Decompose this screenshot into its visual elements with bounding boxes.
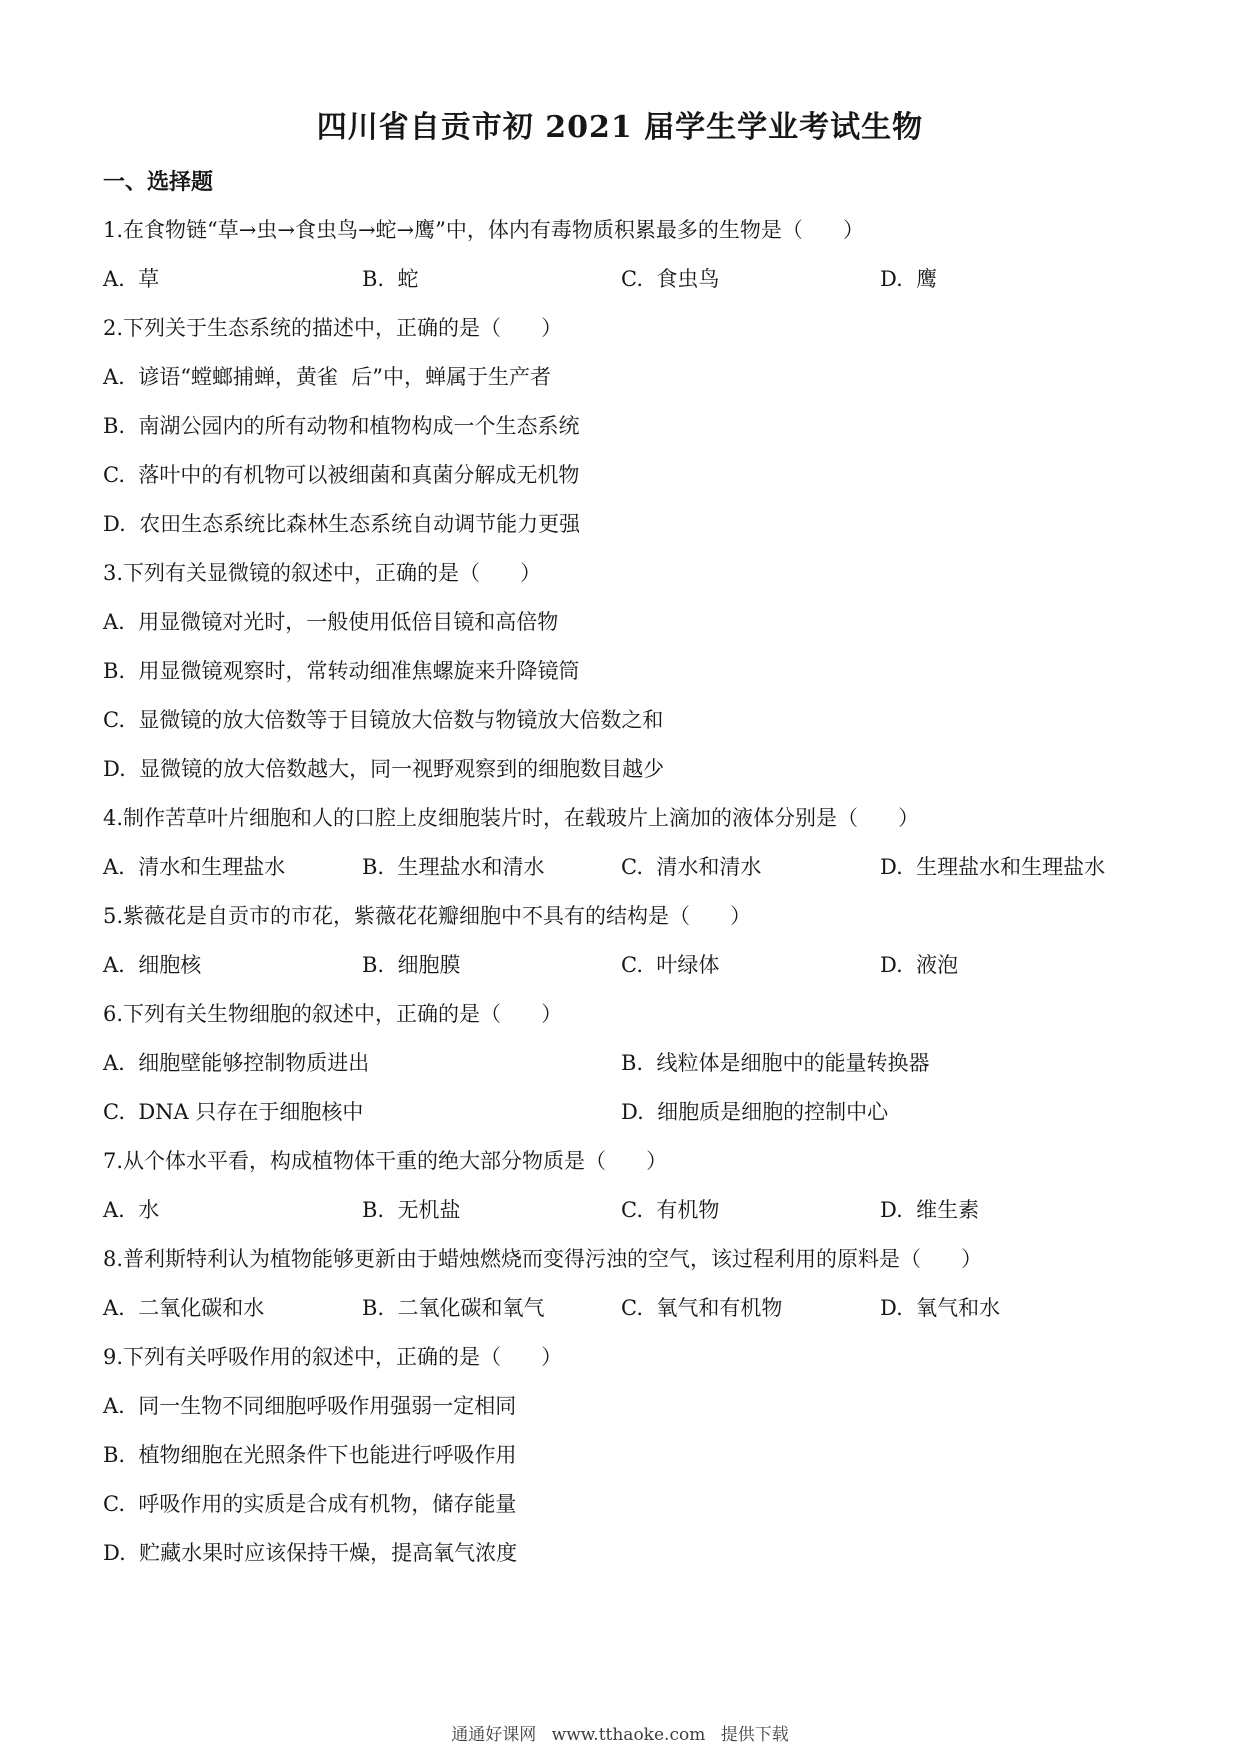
question-2 (103, 304, 1143, 549)
page-title: 四川省自贡市初 2021 届学生学业考试生物 (316, 110, 924, 145)
question-1-option-c: C. 食虫鸟 (621, 267, 720, 291)
question-6-option-d: D. 细胞质是细胞的控制中心 (621, 1100, 889, 1124)
question-8-option-b: B. 二氧化碳和氧气 (362, 1296, 545, 1320)
question-4-options-row (103, 843, 1143, 892)
question-5-options-row (103, 941, 1143, 990)
question-9-option-d: D. 贮藏水果时应该保持干燥，提高氧气浓度 (103, 1541, 518, 1565)
footer-suffix: 提供下载 (720, 1725, 789, 1745)
question-5-option-d: D. 液泡 (880, 953, 959, 977)
question-4-option-a: A. 清水和生理盐水 (103, 855, 286, 879)
question-5-option-c: C. 叶绿体 (621, 953, 720, 977)
question-2-option-d: D. 农田生态系统比森林生态系统自动调节能力更强 (103, 512, 581, 536)
question-6 (103, 990, 1143, 1137)
question-7-option-d: D. 维生素 (880, 1198, 980, 1222)
question-6-option-a: A. 细胞壁能够控制物质进出 (103, 1051, 370, 1075)
question-3-option-b: B. 用显微镜观察时，常转动细准焦螺旋来升降镜筒 (103, 659, 580, 683)
question-5-stem: 5.紫薇花是自贡市的市花，紫薇花花瓣细胞中不具有的结构是（ ） (103, 904, 752, 928)
question-6-options-row-1 (103, 1039, 1143, 1088)
question-8-option-c: C. 氧气和有机物 (621, 1296, 783, 1320)
question-9-stem: 9.下列有关呼吸作用的叙述中，正确的是（ ） (103, 1345, 563, 1369)
question-2-stem: 2.下列关于生态系统的描述中，正确的是（ ） (103, 316, 563, 340)
question-9-option-a: A. 同一生物不同细胞呼吸作用强弱一定相同 (103, 1394, 517, 1418)
question-7-option-b: B. 无机盐 (362, 1198, 461, 1222)
question-3-stem: 3.下列有关显微镜的叙述中，正确的是（ ） (103, 561, 542, 585)
question-3-option-d: D. 显微镜的放大倍数越大，同一视野观察到的细胞数目越少 (103, 757, 665, 781)
question-1-option-a: A. 草 (103, 267, 160, 291)
question-1-option-d: D. 鹰 (880, 267, 938, 291)
page-footer (0, 1720, 1240, 1745)
section-heading: 一、选择题 (103, 169, 214, 195)
question-1-options-row (103, 255, 1143, 304)
question-3 (103, 549, 1143, 794)
question-7-stem: 7.从个体水平看，构成植物体干重的绝大部分物质是（ ） (103, 1149, 668, 1173)
question-2-option-c: C. 落叶中的有机物可以被细菌和真菌分解成无机物 (103, 463, 580, 487)
footer-site-name: 通通好课网 (451, 1725, 537, 1745)
question-2-option-a: A. 谚语“螳螂捕蝉，黄雀 后”中，蝉属于生产者 (103, 365, 552, 389)
question-6-option-c: C. DNA 只存在于细胞核中 (103, 1100, 364, 1124)
question-4-stem: 4.制作苦草叶片细胞和人的口腔上皮细胞装片时，在载玻片上滴加的液体分别是（ ） (103, 806, 920, 830)
question-7 (103, 1137, 1143, 1235)
question-8-stem: 8.普利斯特利认为植物能够更新由于蜡烛燃烧而变得污浊的空气，该过程利用的原料是（ ） (103, 1247, 983, 1271)
question-8-options-row (103, 1284, 1143, 1333)
question-4-option-c: C. 清水和清水 (621, 855, 762, 879)
question-9-option-b: B. 植物细胞在光照条件下也能进行呼吸作用 (103, 1443, 517, 1467)
question-9 (103, 1333, 1143, 1578)
questions-container (103, 206, 1143, 1578)
question-7-option-a: A. 水 (103, 1198, 160, 1222)
question-1-stem: 1.在食物链“草→虫→食虫鸟→蛇→鹰”中，体内有毒物质积累最多的生物是（ ） (103, 218, 864, 242)
question-8-option-d: D. 氧气和水 (880, 1296, 1001, 1320)
question-9-option-c: C. 呼吸作用的实质是合成有机物，储存能量 (103, 1492, 517, 1516)
footer-url: www.tthaoke.com (551, 1725, 706, 1745)
question-5 (103, 892, 1143, 990)
question-6-options-row-2 (103, 1088, 1143, 1137)
question-4-option-d: D. 生理盐水和生理盐水 (880, 855, 1106, 879)
question-3-option-c: C. 显微镜的放大倍数等于目镜放大倍数与物镜放大倍数之和 (103, 708, 664, 732)
question-1-option-b: B. 蛇 (362, 267, 419, 291)
question-5-option-b: B. 细胞膜 (362, 953, 461, 977)
question-5-option-a: A. 细胞核 (103, 953, 202, 977)
question-6-option-b: B. 线粒体是细胞中的能量转换器 (621, 1051, 930, 1075)
question-8-option-a: A. 二氧化碳和水 (103, 1296, 265, 1320)
question-3-option-a: A. 用显微镜对光时，一般使用低倍目镜和高倍物 (103, 610, 559, 634)
question-4 (103, 794, 1143, 892)
question-4-option-b: B. 生理盐水和清水 (362, 855, 545, 879)
question-1 (103, 206, 1143, 304)
question-7-options-row (103, 1186, 1143, 1235)
question-7-option-c: C. 有机物 (621, 1198, 720, 1222)
question-2-option-b: B. 南湖公园内的所有动物和植物构成一个生态系统 (103, 414, 580, 438)
question-6-stem: 6.下列有关生物细胞的叙述中，正确的是（ ） (103, 1002, 563, 1026)
question-8 (103, 1235, 1143, 1333)
